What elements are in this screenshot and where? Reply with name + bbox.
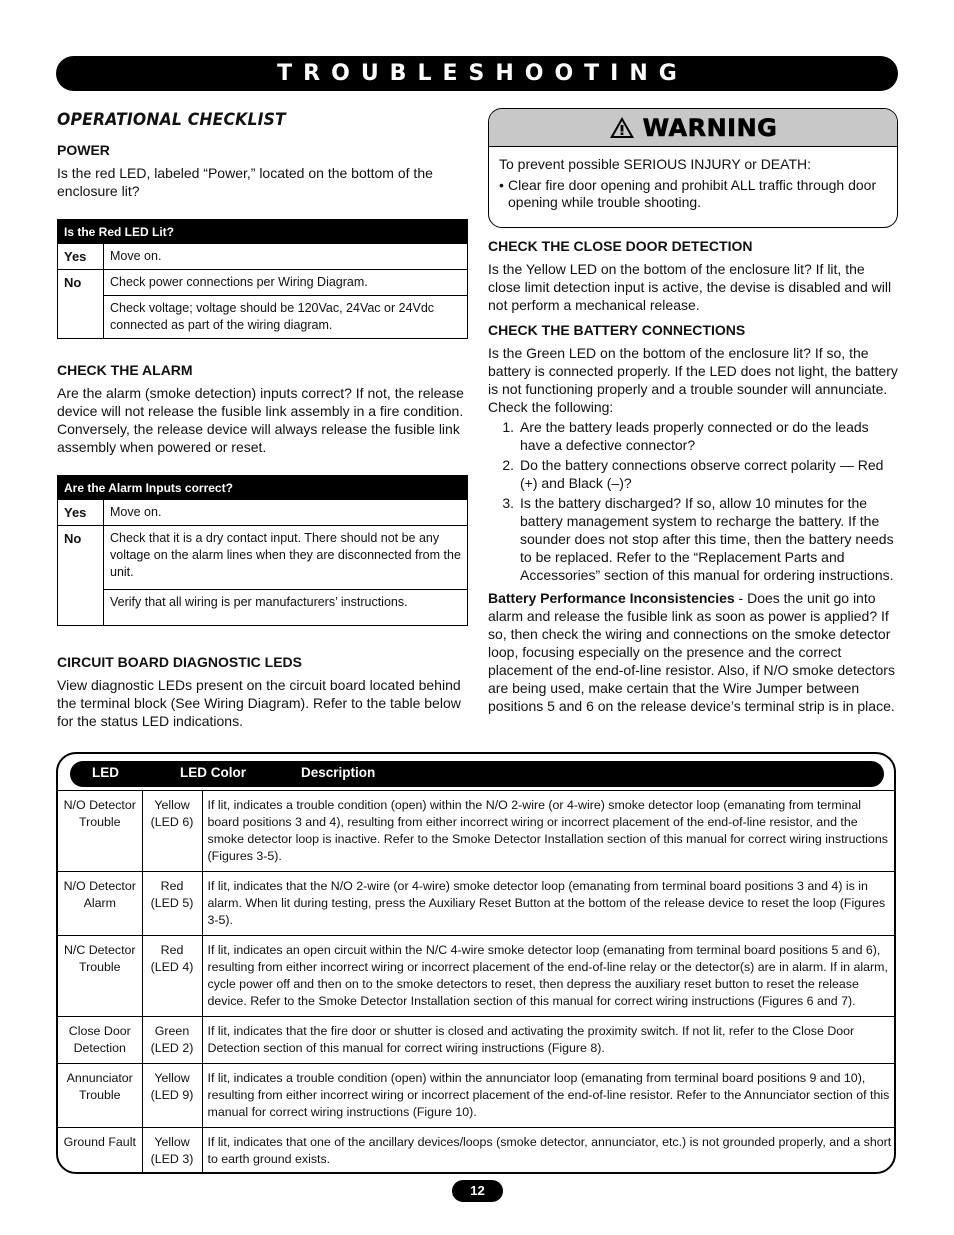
warning-body: [489, 147, 897, 220]
power-no-text-1: Check power connections per Wiring Diagram.: [104, 270, 468, 296]
page-number: 12: [452, 1180, 503, 1202]
alarm-heading: CHECK THE ALARM: [57, 362, 193, 378]
led-table-header: [70, 761, 884, 787]
table-row: Close Door Detection Green (LED 2) If lit, indicates that the fire door or shutter is closed and activating the proximity switch. If not lit, refer to the Close Door Detection section of this manual for correct wiring instructions (Figure 8).: [58, 1017, 896, 1064]
page-title-bar: [56, 56, 898, 91]
list-item: 2. Do the battery connections observe correct polarity — Red (+) and Black (–)?: [502, 457, 884, 491]
warning-bullet: [499, 177, 887, 211]
right-column: [488, 108, 898, 715]
power-check-table: [57, 219, 468, 339]
warning-intro: To prevent possible SERIOUS INJURY or DEATH:: [499, 156, 811, 172]
close-door-text: Is the Yellow LED on the bottom of the enclosure lit? If lit, the close limit detection input is active, the devise is disabled and will not perform a mechanical release.: [488, 261, 892, 313]
power-no-label: No: [58, 270, 104, 339]
alarm-yes-text: Move on.: [104, 500, 468, 526]
alarm-yes-label: Yes: [58, 500, 104, 526]
alarm-text: Are the alarm (smoke detection) inputs correct? If not, the release device will not release the fusible link assembly in a fire condition. Conversely, the release device will always release the fusible link assembly when powered or reset.: [57, 385, 464, 455]
table-row: N/O Detector Alarm Red (LED 5) If lit, indicates that the N/O 2-wire (or 4-wire) smoke detector loop (emanating from terminal board positions 3 and 4) is in alarm. When lit during testing, press the Auxiliary Reset Button at the bottom of the release device to reset the loop (Figures 3-5).: [58, 872, 896, 936]
alarm-no-text-2: Verify that all wiring is per manufacturers’ instructions.: [104, 590, 468, 626]
battery-performance-paragraph: [488, 589, 898, 715]
power-table-header: Is the Red LED Lit?: [58, 220, 468, 244]
page-title: TROUBLESHOOTING: [277, 61, 688, 86]
battery-steps-list: [488, 418, 898, 584]
alarm-table-header: Are the Alarm Inputs correct?: [58, 476, 468, 500]
bullet-icon: •: [499, 177, 504, 193]
led-table: [58, 790, 896, 1174]
battery-heading: CHECK THE BATTERY CONNECTIONS: [488, 322, 746, 338]
battery-performance-label: Battery Performance Inconsistencies: [488, 590, 735, 606]
list-item: 3. Is the battery discharged? If so, allow 10 minutes for the battery management system to recharge the battery. If the sounder does not stop after this time, then the battery needs to be replaced. Refer to the “Replacement Parts and Accessories” section of this manual for ordering instructions.: [502, 495, 894, 583]
led-table-panel: [56, 752, 896, 1174]
power-no-text-2: Check voltage; voltage should be 120Vac, 24Vac or 24Vdc connected as part of the wiring diagram.: [104, 296, 468, 339]
column-header-description: Description: [301, 765, 376, 780]
warning-title: WARNING: [642, 113, 778, 142]
warning-triangle-icon: [609, 116, 635, 139]
section-title: OPERATIONAL CHECKLIST: [57, 110, 286, 130]
alarm-no-label: No: [58, 526, 104, 626]
table-row: Ground Fault Yellow (LED 3) If lit, indicates that one of the ancillary devices/loops (smoke detector, annunciator, etc.) is not grounded properly, and a short to earth ground exists.: [58, 1128, 896, 1175]
table-row: Annunciator Trouble Yellow (LED 9) If lit, indicates a trouble condition (open) within the annunciator loop (emanating from terminal board positions 9 and 10), resulting from either incorrect wiring or incorrect placement of the end-of-line resistor. Refer to the Annunciator section of this manual for correct wiring instructions (Figure 10).: [58, 1064, 896, 1128]
power-heading: POWER: [57, 142, 110, 158]
table-row: N/O Detector Trouble Yellow (LED 6) If lit, indicates a trouble condition (open) within the N/O 2-wire (or 4-wire) smoke detector loop (emanating from terminal board positions 3 and 4), resulting from either incorrect wiring or incorrect placement of the end-of-line resistor, and the smoke detector loop is inactive. Refer to the Smoke Detector Installation section of this manual for correct wiring instructions (Figures 3-5).: [58, 791, 896, 872]
column-header-led-color: LED Color: [180, 765, 246, 780]
power-text: Is the red LED, labeled “Power,” located on the bottom of the enclosure lit?: [57, 165, 433, 199]
warning-box: [488, 108, 898, 228]
warning-header: [489, 109, 897, 147]
leds-text: View diagnostic LEDs present on the circuit board located behind the terminal block (See Wiring Diagram). Refer to the table below for the status LED indications.: [57, 677, 461, 729]
leds-heading: CIRCUIT BOARD DIAGNOSTIC LEDS: [57, 654, 302, 670]
power-yes-text: Move on.: [104, 244, 468, 270]
table-row: N/C Detector Trouble Red (LED 4) If lit, indicates an open circuit within the N/C 4-wire smoke detector loop (emanating from terminal board positions 5 and 6), resulting from either incorrect wiring or incorrect placement of the end-of-line relay or the detector(s) are in alarm. If in alarm, cycle power off and then on to the smoke detectors to reset, then depress the auxiliary reset button to reset the release device. Refer to the Smoke Detector Installation section of this manual for correct wiring instructions (Figures 6 and 7).: [58, 936, 896, 1017]
power-yes-label: Yes: [58, 244, 104, 270]
battery-text: Is the Green LED on the bottom of the enclosure lit? If so, the battery is connected properly. If the LED does not light, the battery is not functioning properly and a trouble sounder will annunciate. Check the following:: [488, 345, 898, 415]
list-item: 1. Are the battery leads properly connected or do the leads have a defective connector?: [502, 419, 869, 453]
warning-bullet-text: Clear fire door opening and prohibit ALL traffic through door opening while trouble shooting.: [508, 177, 877, 210]
column-header-led: LED: [92, 765, 119, 780]
alarm-no-text-1: Check that it is a dry contact input. There should not be any voltage on the alarm lines when they are disconnected from the unit.: [104, 526, 468, 590]
close-door-heading: CHECK THE CLOSE DOOR DETECTION: [488, 238, 753, 254]
alarm-check-table: [57, 475, 468, 626]
left-column: [57, 110, 468, 730]
battery-performance-text: - Does the unit go into alarm and release the fusible link as soon as power is applied? If so, then check the wiring and connections on the smoke detector loop, focusing especially on the presence and the correct placement of the end-of-line resistor. Also, if N/O smoke detectors are being used, make certain that the Wire Jumper between positions 5 and 6 on the release device’s terminal strip is in place.: [488, 590, 895, 714]
